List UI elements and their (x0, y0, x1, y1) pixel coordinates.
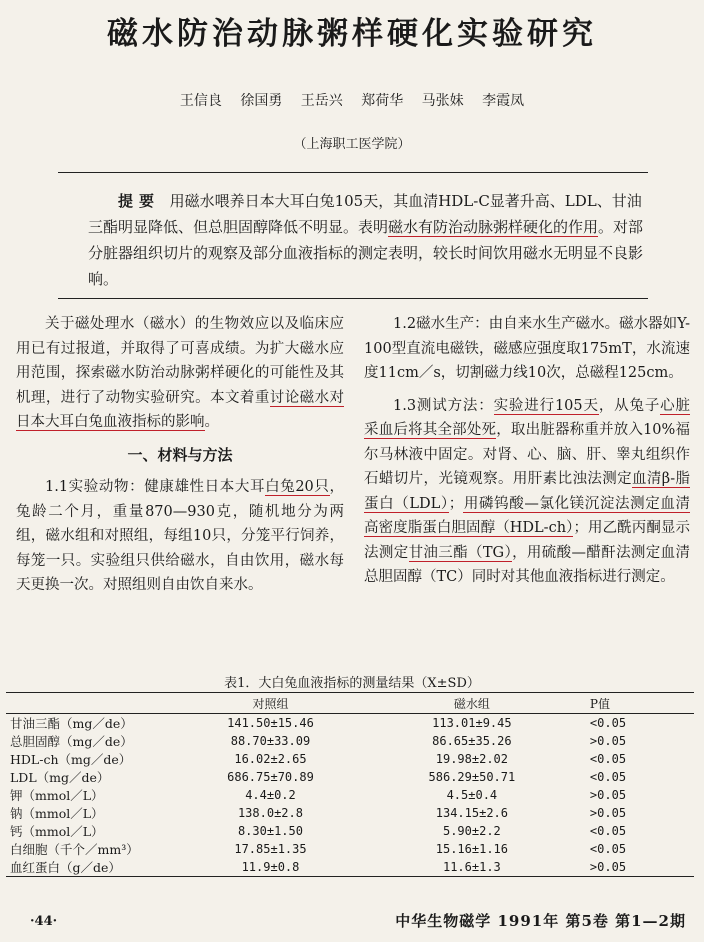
table-row: 钾（mmol／L） 4.4±0.2 4.5±0.4 >0.05 (10, 788, 627, 803)
table-header (6, 693, 161, 714)
abstract-highlight: 磁水有防治动脉粥样硬化的作用 (388, 218, 599, 236)
author-list: 王信良 徐国勇 王岳兴 郑荷华 马张妹 李霞凤 (179, 93, 525, 109)
table-header: 对照组 (161, 693, 380, 714)
table-row: 白细胞（千个／mm³） 17.85±1.35 15.16±1.16 <0.05 (10, 842, 627, 857)
table-row: 血红蛋白（g／de） 11.9±0.8 11.6±1.3 >0.05 (6, 858, 694, 877)
abstract-text-1: 用磁水喂养日本大耳白兔105天，其血清HDL-C显著升高、LDL、甘油三酯明显降低、但总胆固醇降低不明显。表明 (88, 192, 642, 236)
abstract-text-2: 。对部分脏器组织切片的观察及部分血液指标的测定表明，较长时间饮用磁水无明显不良影响。 (88, 218, 644, 288)
table-row: LDL（mg／de） 686.75±70.89 586.29±50.71 <0.05 (10, 770, 627, 785)
paragraph-1-2: 1.2磁水生产：由自来水生产磁水。磁水器如Y-100型直流电磁铁，磁感应强度取175mT，水流速度11cm／s，切割磁力线10次，总磁程125cm。 (364, 316, 690, 381)
abstract-bottom-rule (58, 298, 648, 299)
results-table (6, 692, 694, 877)
table-row: 总胆固醇（mg／de） 88.70±33.09 86.65±35.26 >0.05 (10, 734, 627, 749)
table-caption: 表1．大白兔血液指标的测量结果（X±SD） (224, 676, 480, 691)
abstract-top-rule (58, 172, 648, 173)
table-row: HDL-ch（mg／de） 16.02±2.65 19.98±2.02 <0.05 (10, 752, 627, 767)
table-header: 磁水组 (380, 693, 564, 714)
table-row: 甘油三酯（mg／de） 141.50±15.46 113.01±9.45 <0.05 (10, 716, 627, 731)
table-header-row (6, 693, 694, 714)
left-column (16, 312, 344, 606)
table-row: 钠（mmol／L） 138.0±2.8 134.15±2.6 >0.05 (10, 806, 627, 821)
affiliation: （上海职工医学院） (293, 137, 411, 152)
table-header: P值 (564, 693, 694, 714)
intro-paragraph: 关于磁处理水（磁水）的生物效应以及临床应用已有过报道，并取得了可喜成绩。为扩大磁水应用范围，探索磁水防治动脉粥样硬化的可能性及其机理，进行了动物实验研究。本文着重讨论磁水对日本大耳白兔血液指标的影响。 (16, 316, 345, 430)
table-row: 钙（mmol／L） 8.30±1.50 5.90±2.2 <0.05 (10, 824, 627, 839)
paper-title: 磁水防治动脉粥样硬化实验研究 (107, 16, 597, 52)
abstract (88, 188, 648, 292)
section-heading-methods: 一、材料与方法 (127, 445, 233, 464)
right-column (364, 312, 690, 598)
paragraph-1-3: 1.3测试方法：实验进行105天，从兔子心脏采血后将其全部处死，取出脏器称重并放入10%福尔马林液中固定。对肾、心、脑、肝、睾丸组织作石蜡切片，光镜观察。用肝素比浊法测定血清β-脂蛋白（LDL）；用磷钨酸—氯化镁沉淀法测定血清高密度脂蛋白胆固醇（HDL-ch）；用乙酰丙酮显示法测定甘油三酯（TG），用硫酸—醋酐法测定血清总胆固醇（TC）同时对其他血液指标进行测定。 (364, 397, 691, 585)
journal-info: 中华生物磁学 1991年 第5卷 第1—2期 (395, 912, 686, 930)
abstract-label: 提要 (118, 192, 161, 210)
paragraph-1-1: 1.1实验动物：健康雄性日本大耳白兔20只，兔龄二个月，重量870—930克，随机地分为两组，磁水组和对照组，每组10只，分笼平行饲养，每笼一只。实验组只供给磁水，自由饮用，磁水每天更换一次。对照组则自由饮自来水。 (16, 479, 345, 593)
intro-highlight: 讨论磁水对日本大耳白兔血液指标的影响 (16, 389, 345, 430)
page-number: ·44· (30, 914, 58, 929)
animal-count-highlight: 白兔20只 (265, 479, 330, 495)
